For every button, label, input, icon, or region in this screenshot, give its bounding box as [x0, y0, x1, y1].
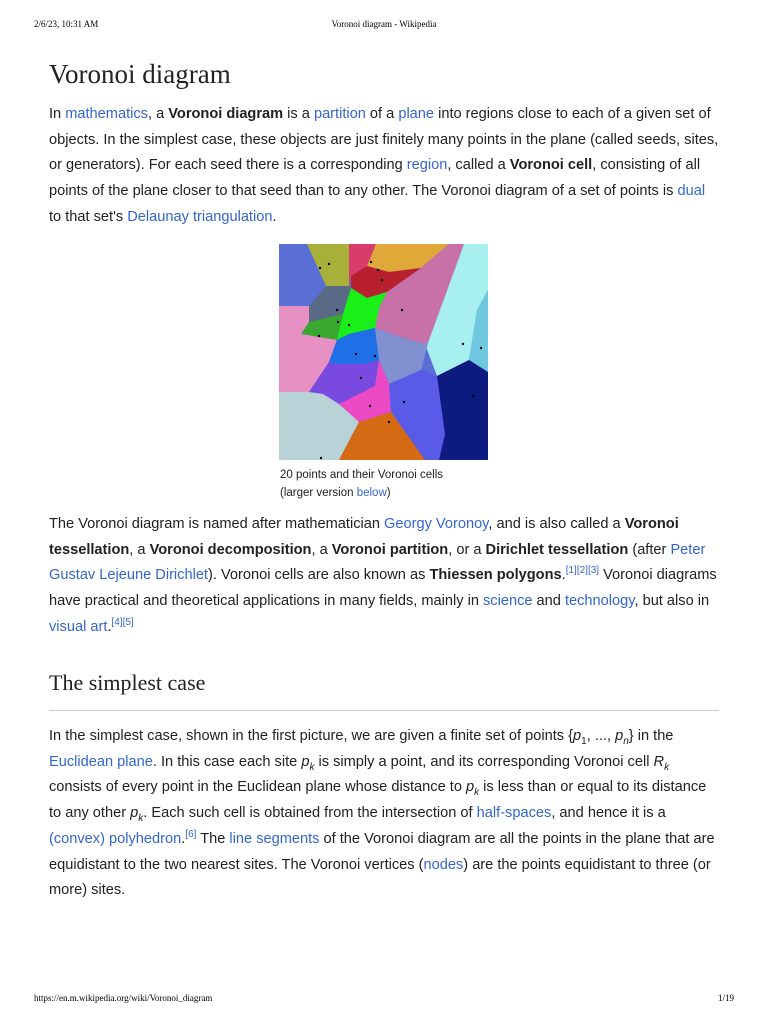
- link-visual-art[interactable]: visual art: [49, 618, 108, 635]
- text: and: [532, 593, 565, 610]
- text: is less than or equal to its distance to any other: [49, 779, 707, 822]
- bold-voronoi-tessellation: Voronoi tessellation: [49, 516, 679, 558]
- ref-2[interactable]: [2]: [576, 565, 588, 577]
- ref-6[interactable]: [6]: [185, 828, 197, 840]
- section-heading-simplest-case: The simplest case: [49, 670, 206, 695]
- math-sub: k: [664, 761, 670, 773]
- voronoi-cell-18: [437, 360, 488, 460]
- seed-point: [355, 353, 357, 355]
- text: .: [272, 208, 277, 225]
- seed-point: [369, 405, 371, 407]
- seed-point: [480, 347, 482, 349]
- text: (larger version: [280, 487, 357, 499]
- seed-point: [377, 269, 379, 271]
- math-sub: k: [138, 813, 144, 825]
- bold-voronoi-partition: Voronoi partition: [331, 541, 449, 558]
- link-science[interactable]: science: [483, 593, 533, 610]
- link-georgy-voronoy[interactable]: Georgy Voronoy: [384, 516, 489, 532]
- text: ) are the points equidistant to three (or more) sites.: [49, 856, 711, 899]
- seed-point: [319, 267, 321, 269]
- voronoi-figure-image[interactable]: [279, 244, 488, 460]
- text: consists of every point in the Euclidean plane whose distance to: [49, 779, 466, 796]
- link-dual[interactable]: dual: [677, 183, 706, 200]
- caption-line-1: 20 points and their Voronoi cells: [280, 469, 444, 481]
- link-region[interactable]: region: [406, 157, 448, 174]
- math-var: p: [130, 805, 139, 822]
- text: .: [561, 567, 566, 584]
- math-var: p: [465, 779, 475, 796]
- text: } in the: [628, 728, 674, 744]
- math-sub: 1: [581, 735, 587, 747]
- page-title: Voronoi diagram: [49, 59, 231, 89]
- intro-paragraph: [49, 102, 721, 231]
- seed-point: [320, 457, 322, 459]
- math-var: p: [615, 728, 624, 744]
- text: . Each such cell is obtained from the intersection of: [143, 805, 477, 822]
- seed-point: [472, 395, 474, 397]
- print-datetime: 2/6/23, 10:31 AM: [34, 19, 99, 29]
- text: Voronoi diagrams have practical and theoretical applications in many fields, mainly in: [49, 567, 717, 610]
- seed-point: [360, 377, 362, 379]
- text: of the Voronoi diagram are all the points in the plane that are equidistant to the two nearest sites. The Voronoi vertices (: [49, 830, 715, 873]
- link-below[interactable]: below: [356, 487, 387, 499]
- seed-point: [374, 355, 376, 357]
- text: , and is also called a: [488, 516, 625, 532]
- text: (after: [628, 541, 671, 558]
- link-euclidean-plane[interactable]: Euclidean plane: [49, 753, 153, 770]
- text: The: [196, 830, 230, 847]
- text: In: [49, 106, 66, 122]
- link-dirichlet[interactable]: Peter Gustav Lejeune Dirichlet: [49, 541, 706, 584]
- bold-voronoi-decomposition: Voronoi decomposition: [149, 541, 312, 558]
- text: , called a: [447, 157, 510, 174]
- link-mathematics[interactable]: mathematics: [65, 106, 148, 122]
- math-var: p: [573, 728, 582, 744]
- seed-point: [462, 343, 464, 345]
- caption-line-2: [280, 484, 510, 502]
- seed-point: [328, 263, 330, 265]
- text: ): [386, 487, 391, 499]
- math-sub: k: [309, 761, 315, 773]
- text: ). Voronoi cells are also known as: [208, 567, 430, 584]
- bold-voronoi-cell: Voronoi cell: [509, 157, 593, 174]
- link-delaunay-triangulation[interactable]: Delaunay triangulation: [127, 208, 273, 225]
- ref-1[interactable]: [1]: [565, 565, 577, 577]
- seed-point: [336, 309, 338, 311]
- text: , and hence it is a: [551, 805, 666, 822]
- ref-4[interactable]: [4]: [111, 616, 123, 628]
- text: .: [181, 830, 186, 847]
- bold-dirichlet-tessellation: Dirichlet tessellation: [485, 541, 629, 558]
- simplest-case-paragraph: [49, 724, 721, 904]
- text: The Voronoi diagram is named after mathematician: [49, 516, 385, 532]
- ref-5[interactable]: [5]: [122, 616, 134, 628]
- math-sub: n: [623, 735, 629, 747]
- text: into regions close to each of a given set of objects. In the simplest case, these objects are just finitely many points in the plane (called seeds, sites, or generators). For each seed there is a corresponding: [49, 106, 719, 174]
- seed-point: [318, 335, 320, 337]
- ref-3[interactable]: [3]: [587, 565, 600, 577]
- seed-point: [370, 261, 372, 263]
- text: , a: [147, 106, 169, 122]
- text: , ...,: [586, 728, 616, 744]
- link-technology[interactable]: technology: [564, 593, 635, 610]
- text: .: [107, 618, 112, 635]
- text: In the simplest case, shown in the first picture, we are given a finite set of points {: [49, 728, 574, 744]
- bold-thiessen-polygons: Thiessen polygons: [429, 567, 562, 584]
- seed-point: [381, 279, 383, 281]
- math-var: R: [653, 753, 665, 770]
- seed-point: [403, 401, 405, 403]
- voronoi-diagram-image: [279, 244, 488, 460]
- section-divider: [49, 710, 719, 711]
- naming-paragraph: [49, 512, 721, 641]
- text: , or a: [448, 541, 486, 558]
- print-page-number: 1/19: [717, 993, 734, 1003]
- figure-caption: [280, 466, 510, 502]
- link-plane[interactable]: plane: [398, 106, 435, 122]
- print-page-title: Voronoi diagram - Wikipedia: [331, 19, 437, 29]
- bold-voronoi-diagram: Voronoi diagram: [168, 106, 284, 122]
- seed-point: [337, 321, 339, 323]
- seed-point: [388, 421, 390, 423]
- link-convex-polyhedron[interactable]: (convex) polyhedron: [49, 830, 182, 847]
- text: , a: [129, 541, 150, 558]
- text: is simply a point, and its corresponding Voronoi cell: [314, 753, 654, 770]
- seed-point: [348, 324, 350, 326]
- math-var: p: [301, 753, 310, 770]
- print-url: https://en.m.wikipedia.org/wiki/Voronoi_diagram: [34, 993, 213, 1003]
- text: is a: [283, 106, 314, 122]
- text: , consisting of all points of the plane closer to that seed than to any other. The Voronoi diagram of a set of points is: [49, 157, 701, 200]
- link-half-spaces[interactable]: half-spaces: [476, 805, 552, 822]
- link-line-segments[interactable]: line segments: [229, 830, 320, 847]
- link-partition[interactable]: partition: [313, 106, 366, 122]
- link-nodes[interactable]: nodes: [423, 856, 464, 873]
- text: to that set's: [49, 208, 128, 225]
- text: , a: [311, 541, 332, 558]
- text: . In this case each site: [152, 753, 302, 770]
- seed-point: [401, 309, 403, 311]
- text: of a: [365, 106, 399, 122]
- text: , but also in: [634, 593, 710, 610]
- math-sub: k: [474, 787, 480, 799]
